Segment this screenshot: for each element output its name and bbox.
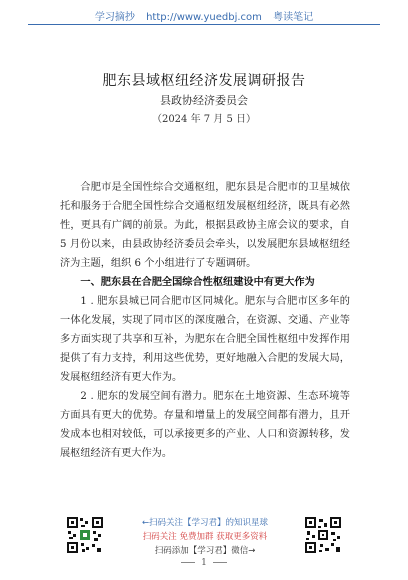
paragraph-intro: 合肥市是全国性综合交通枢纽，肥东县是合肥市的卫星城依托和服务于合肥全国性综合交通枢纽发展枢纽经济，既具有必然性，更具有广阔的前景。为此，根据县政协主席会议的要求，自 5 月份以来，由县政协经济委员会牵头，以发展肥东县域枢纽经济为主题，组织 6 个小组进行了专题调研。 [60, 182, 350, 269]
qr-code-icon[interactable] [304, 516, 342, 554]
document-date: （2024 年 7 月 5 日） [151, 114, 257, 125]
document-body [60, 178, 350, 463]
paragraph-point-1: 1 . 肥东县城已同合肥市区同城化。肥东与合肥市区多年的一体化发展，实现了同市区的深度融合，在资源、交通、产业等多方面实现了共享和互补，为肥东在合肥全国性枢纽中发挥作用提供了有力支持，利用这些优势，更好地融入合肥的发展大局，发展枢纽经济有更大作为。 [60, 296, 350, 383]
header-divider [28, 24, 380, 25]
footer-group-label: 扫码关注 免费加群 获取更多资料 [142, 532, 268, 542]
footer-wechat-label: 扫码添加【学习君】微信→ [154, 546, 256, 556]
paragraph-point-2: 2 . 肥东的发展空间有潜力。肥东在土地资源、生态环境等方面具有更大的优势。存量和增量上的发展空间都有潜力，且开发成本也相对较低，可以承接更多的产业、人口和资源转移，发展枢纽经济有更大作为。 [60, 391, 350, 459]
page-header [0, 8, 408, 23]
header-right-label: 粤读笔记 [273, 12, 314, 23]
page-number: 1 [0, 558, 408, 568]
document-title: 肥东县域枢纽经济发展调研报告 [102, 73, 306, 89]
section-heading: 一、肥东县在合肥全国综合性枢纽建设中有更大作为 [80, 276, 315, 288]
footer-zsxq-label: ←扫码关注【学习君】的知识星球 [141, 518, 269, 528]
header-left-label: 学习摘抄 [94, 12, 135, 23]
qr-code-icon[interactable] [66, 516, 104, 554]
header-url[interactable]: http://www.yuedbj.com [146, 12, 262, 23]
document-author: 县政协经济委员会 [160, 94, 248, 107]
page-footer [0, 510, 408, 580]
